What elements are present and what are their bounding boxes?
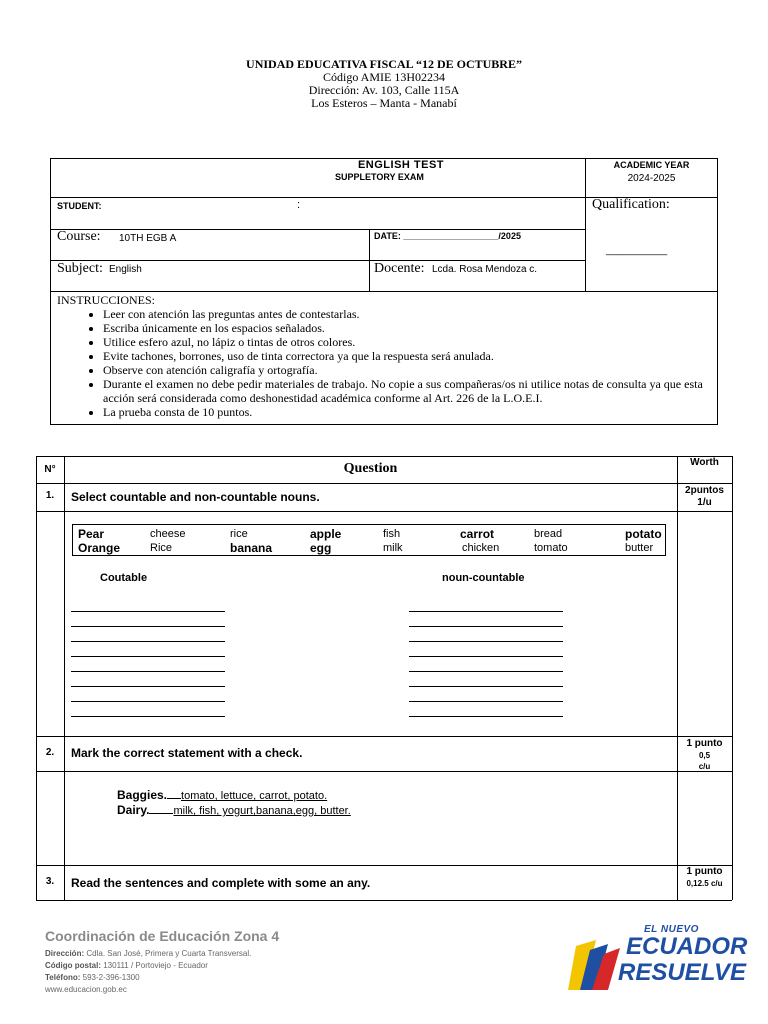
q2-worth — [677, 738, 732, 772]
word: chicken — [462, 542, 500, 554]
student-colon: : — [297, 199, 301, 211]
date-field[interactable]: DATE: ___________________/2025 — [374, 231, 521, 241]
noncountable-heading: noun-countable — [442, 572, 525, 584]
q2-text: Mark the correct statement with a check. — [71, 746, 303, 760]
school-city: Los Esteros – Manta - Manabí — [311, 96, 457, 110]
countable-answer-line[interactable] — [71, 611, 225, 612]
noncountable-answer-line[interactable] — [409, 716, 563, 717]
q2-worth-sub: 0,5 c/u — [698, 751, 711, 771]
q1-worth-sub: 1/u — [697, 497, 712, 508]
footer-phone-label: Teléfono: — [45, 973, 81, 982]
exam-type: SUPPLETORY EXAM — [335, 172, 424, 182]
academic-year-label: ACADEMIC YEAR — [613, 160, 690, 170]
countable-heading: Coutable — [100, 572, 148, 584]
word: milk — [383, 542, 403, 554]
logo-line-2: ECUADOR — [626, 933, 748, 960]
countable-answer-line[interactable] — [71, 686, 225, 687]
q2-option-1-label: Baggies. — [117, 788, 168, 802]
course-value: 10TH EGB A — [119, 233, 177, 244]
instruction-item: • Durante el examen no debe pedir materiales de trabajo. No copie a sus compañeras/os ni utilice notas de consulta ya que esta acción será considerada como deshonestidad académica conforme al Art. 226 de la L.O.E.I. — [103, 377, 709, 405]
q2-worth-points: 1 punto — [686, 738, 723, 749]
instructions — [57, 293, 709, 419]
teacher-value: Lcda. Rosa Mendoza c. — [432, 264, 538, 275]
word: fish — [383, 528, 401, 540]
word-bank — [72, 524, 666, 556]
instruction-item: • La prueba consta de 10 puntos. — [103, 405, 709, 419]
q1-text: Select countable and non-countable nouns. — [71, 490, 320, 504]
countable-answer-line[interactable] — [71, 641, 225, 642]
q3-worth — [677, 866, 732, 889]
countable-answer-line[interactable] — [71, 716, 225, 717]
subject-value: English — [109, 264, 142, 275]
word: cheese — [150, 528, 186, 540]
instructions-title: INSTRUCCIONES: — [57, 293, 156, 307]
footer-address-label: Dirección: — [45, 949, 85, 958]
word: carrot — [460, 527, 495, 541]
course-label: Course: — [57, 229, 101, 244]
word: potato — [625, 527, 662, 541]
school-name: UNIDAD EDUCATIVA FISCAL “12 DE OCTUBRE” — [246, 57, 522, 71]
countable-answer-line[interactable] — [71, 656, 225, 657]
instruction-item: • Evite tachones, borrones, uso de tinta correctora ya que la respuesta será anulada. — [103, 349, 709, 363]
q2-number: 2. — [45, 747, 55, 758]
footer-postal: 130111 / Portoviejo - Ecuador — [103, 961, 208, 970]
student-name-field[interactable] — [151, 199, 381, 215]
exam-table — [36, 456, 732, 900]
school-amie: Código AMIE 13H02234 — [322, 70, 445, 84]
word: tomato — [534, 542, 568, 554]
col-question-header: Question — [343, 461, 398, 476]
q2-option-2[interactable] — [117, 803, 351, 817]
countable-answer-line[interactable] — [71, 626, 225, 627]
q1-worth-points: 2puntos — [685, 485, 724, 496]
word: Pear — [78, 527, 105, 541]
academic-year-value: 2024-2025 — [627, 173, 676, 184]
teacher-label: Docente: — [374, 261, 425, 276]
q2-option-2-label: Dairy. — [117, 803, 150, 817]
col-worth-header: Worth — [690, 457, 719, 468]
word: butter — [625, 542, 654, 554]
instruction-item: • Leer con atención las preguntas antes de contestarlas. — [103, 307, 709, 321]
footer-address: Cdla. San José, Primera y Cuarta Transversal. — [86, 949, 252, 958]
instructions-list — [57, 307, 709, 419]
q1-worth — [677, 485, 732, 509]
logo-line-1: EL NUEVO — [644, 924, 699, 935]
student-label: STUDENT: — [57, 201, 102, 211]
noncountable-answer-line[interactable] — [409, 656, 563, 657]
test-title: ENGLISH TEST — [357, 159, 445, 171]
q2-option-2-text: milk, fish, yogurt,banana,egg, butter. — [173, 805, 351, 817]
q2-option-1-text: tomato, lettuce, carrot, potato. — [181, 790, 328, 802]
q3-worth-points: 1 punto — [686, 866, 723, 877]
word: apple — [310, 527, 342, 541]
noncountable-answer-line[interactable] — [409, 671, 563, 672]
word: banana — [230, 541, 273, 555]
noncountable-answer-line[interactable] — [409, 641, 563, 642]
instruction-item: • Utilice esfero azul, no lápiz o tintas de otros colores. — [103, 335, 709, 349]
q1-number: 1. — [45, 490, 55, 501]
logo-line-3: RESUELVE — [618, 959, 747, 986]
qualification-blank[interactable]: ___________ — [606, 245, 668, 256]
q3-worth-sub: 0,12.5 c/u — [686, 879, 723, 888]
word: egg — [310, 541, 332, 555]
school-address: Dirección: Av. 103, Calle 115A — [308, 83, 460, 97]
word: Rice — [150, 542, 173, 554]
footer-title: Coordinación de Educación Zona 4 — [45, 928, 280, 944]
footer-web[interactable]: www.educacion.gob.ec — [45, 985, 127, 994]
instruction-item: • Observe con atención caligrafía y ortografía. — [103, 363, 709, 377]
countable-answer-line[interactable] — [71, 701, 225, 702]
col-number-header: N° — [44, 464, 56, 475]
word: Orange — [78, 541, 121, 555]
noncountable-answer-line[interactable] — [409, 611, 563, 612]
footer-postal-label: Código postal: — [45, 961, 101, 970]
ecuador-resuelve-logo — [566, 924, 748, 994]
q3-text: Read the sentences and complete with some an any. — [71, 876, 371, 890]
footer-phone: 593-2-396-1300 — [82, 973, 140, 982]
noncountable-answer-line[interactable] — [409, 686, 563, 687]
word: bread — [534, 528, 563, 540]
school-heading — [0, 58, 768, 110]
subject-label: Subject: — [57, 261, 103, 276]
instruction-item: • Escriba únicamente en los espacios señalados. — [103, 321, 709, 335]
noncountable-answer-line[interactable] — [409, 626, 563, 627]
q2-option-1[interactable] — [117, 788, 327, 802]
q3-number: 3. — [45, 876, 55, 887]
footer — [45, 928, 279, 996]
word: rice — [230, 528, 248, 540]
qualification-label: Qualification: — [592, 197, 670, 212]
exam-header-box — [50, 158, 718, 425]
noncountable-answer-line[interactable] — [409, 701, 563, 702]
countable-answer-line[interactable] — [71, 671, 225, 672]
